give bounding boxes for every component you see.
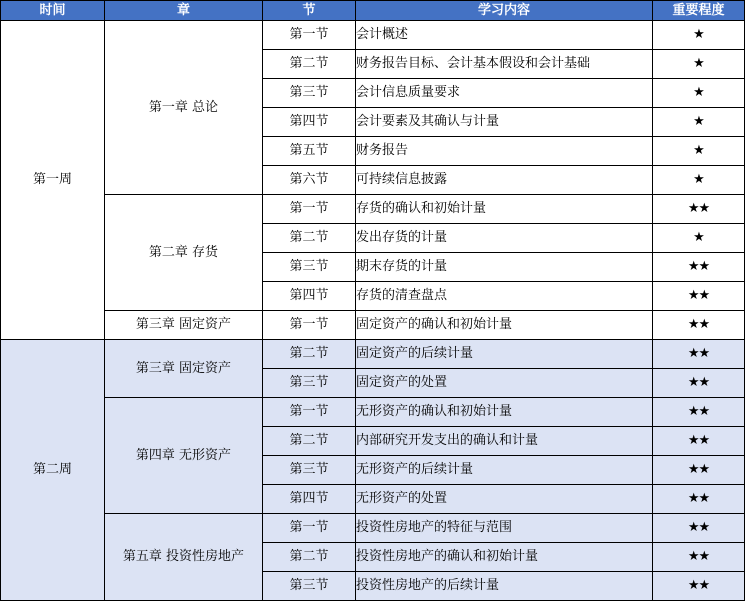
header-content: 学习内容 <box>356 1 653 21</box>
importance-stars: ★★ <box>653 340 745 369</box>
section-cell: 第五节 <box>263 137 356 166</box>
section-cell: 第四节 <box>263 485 356 514</box>
content-cell: 固定资产的后续计量 <box>356 340 653 369</box>
section-cell: 第三节 <box>263 253 356 282</box>
section-cell: 第二节 <box>263 50 356 79</box>
section-cell: 第六节 <box>263 166 356 195</box>
content-cell: 内部研究开发支出的确认和计量 <box>356 427 653 456</box>
section-cell: 第二节 <box>263 543 356 572</box>
importance-stars: ★★ <box>653 514 745 543</box>
content-cell: 固定资产的处置 <box>356 369 653 398</box>
content-cell: 无形资产的处置 <box>356 485 653 514</box>
importance-stars: ★ <box>653 108 745 137</box>
chapter-cell: 第二章 存货 <box>105 195 263 311</box>
content-cell: 存货的确认和初始计量 <box>356 195 653 224</box>
content-cell: 发出存货的计量 <box>356 224 653 253</box>
chapter-cell: 第三章 固定资产 <box>105 340 263 398</box>
importance-stars: ★ <box>653 50 745 79</box>
section-cell: 第四节 <box>263 282 356 311</box>
header-chapter: 章 <box>105 1 263 21</box>
importance-stars: ★★ <box>653 311 745 340</box>
section-cell: 第三节 <box>263 79 356 108</box>
importance-stars: ★★ <box>653 543 745 572</box>
importance-stars: ★★ <box>653 456 745 485</box>
importance-stars: ★★ <box>653 485 745 514</box>
table-row <box>1 21 745 50</box>
header-row <box>1 1 745 21</box>
chapter-cell: 第四章 无形资产 <box>105 398 263 514</box>
table-row <box>1 195 745 224</box>
content-cell: 无形资产的确认和初始计量 <box>356 398 653 427</box>
importance-stars: ★ <box>653 166 745 195</box>
importance-stars: ★ <box>653 79 745 108</box>
content-cell: 存货的清查盘点 <box>356 282 653 311</box>
importance-stars: ★ <box>653 224 745 253</box>
section-cell: 第一节 <box>263 311 356 340</box>
content-cell: 财务报告 <box>356 137 653 166</box>
importance-stars: ★★ <box>653 195 745 224</box>
content-cell: 会计信息质量要求 <box>356 79 653 108</box>
chapter-cell: 第五章 投资性房地产 <box>105 514 263 601</box>
header-importance: 重要程度 <box>653 1 745 21</box>
header-section: 节 <box>263 1 356 21</box>
content-cell: 财务报告目标、会计基本假设和会计基础 <box>356 50 653 79</box>
importance-stars: ★ <box>653 137 745 166</box>
week-cell: 第一周 <box>1 21 105 340</box>
content-cell: 投资性房地产的确认和初始计量 <box>356 543 653 572</box>
table-row <box>1 398 745 427</box>
content-cell: 固定资产的确认和初始计量 <box>356 311 653 340</box>
table-row <box>1 340 745 369</box>
content-cell: 投资性房地产的特征与范围 <box>356 514 653 543</box>
importance-stars: ★★ <box>653 398 745 427</box>
content-cell: 会计概述 <box>356 21 653 50</box>
importance-stars: ★ <box>653 21 745 50</box>
importance-stars: ★★ <box>653 282 745 311</box>
header-time: 时间 <box>1 1 105 21</box>
table-row <box>1 311 745 340</box>
chapter-cell: 第一章 总论 <box>105 21 263 195</box>
section-cell: 第三节 <box>263 456 356 485</box>
section-cell: 第二节 <box>263 340 356 369</box>
table-row <box>1 514 745 543</box>
content-cell: 无形资产的后续计量 <box>356 456 653 485</box>
chapter-cell: 第三章 固定资产 <box>105 311 263 340</box>
section-cell: 第二节 <box>263 427 356 456</box>
section-cell: 第四节 <box>263 108 356 137</box>
importance-stars: ★★ <box>653 253 745 282</box>
content-cell: 期末存货的计量 <box>356 253 653 282</box>
section-cell: 第一节 <box>263 514 356 543</box>
section-cell: 第三节 <box>263 369 356 398</box>
section-cell: 第一节 <box>263 21 356 50</box>
section-cell: 第三节 <box>263 572 356 601</box>
week-cell: 第二周 <box>1 340 105 601</box>
section-cell: 第一节 <box>263 195 356 224</box>
content-cell: 会计要素及其确认与计量 <box>356 108 653 137</box>
importance-stars: ★★ <box>653 369 745 398</box>
content-cell: 可持续信息披露 <box>356 166 653 195</box>
section-cell: 第二节 <box>263 224 356 253</box>
section-cell: 第一节 <box>263 398 356 427</box>
content-cell: 投资性房地产的后续计量 <box>356 572 653 601</box>
importance-stars: ★★ <box>653 572 745 601</box>
importance-stars: ★★ <box>653 427 745 456</box>
